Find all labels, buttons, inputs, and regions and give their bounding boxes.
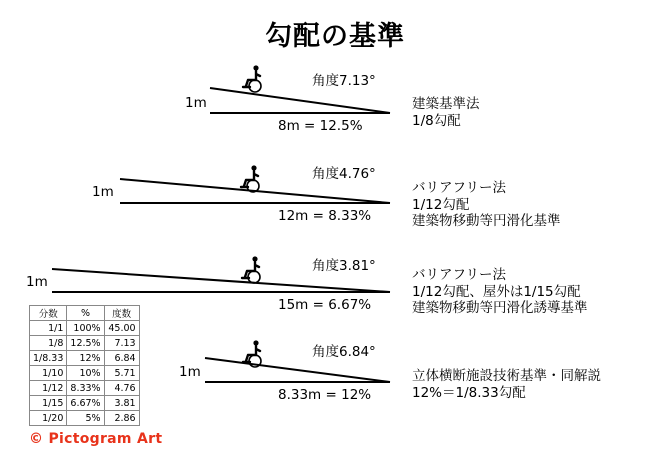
table-cell: 1/12 (30, 381, 67, 396)
description-line: バリアフリー法 (412, 267, 506, 283)
copyright-label: © Pictogram Art (29, 431, 163, 447)
table-row (30, 381, 140, 396)
description-line: バリアフリー法 (412, 180, 506, 196)
table-cell: 4.76 (104, 381, 139, 396)
ramp-1-description (412, 96, 480, 129)
description-line: 立体横断施設技術基準・同解説 (412, 368, 601, 384)
table-cell: 12% (67, 351, 104, 366)
ramp-4-angle-label: 角度6.84° (312, 344, 376, 360)
ramp-2-angle-label: 角度4.76° (312, 166, 376, 182)
table-cell: 8.33% (67, 381, 104, 396)
table-row (30, 351, 140, 366)
wheelchair-icon (243, 340, 261, 367)
table-cell: 100% (67, 321, 104, 336)
ramp-3-description (412, 267, 588, 317)
table-header-row (30, 306, 140, 321)
table-row (30, 366, 140, 381)
description-line: 建築物移動等円滑化誘導基準 (412, 300, 588, 316)
table-row (30, 336, 140, 351)
table-cell: 5% (67, 411, 104, 426)
page-title: 勾配の基準 (265, 21, 405, 52)
ramp-1-rise-label: 1m (185, 95, 207, 111)
wheelchair-icon (243, 65, 261, 92)
slope-ratio-table (29, 305, 140, 426)
table-cell: 2.86 (104, 411, 139, 426)
table-cell: 45.00 (104, 321, 139, 336)
table-cell: 1/10 (30, 366, 67, 381)
table-cell: 5.71 (104, 366, 139, 381)
table-cell: 12.5% (67, 336, 104, 351)
description-line: 1/12勾配、屋外は1/15勾配 (412, 283, 581, 300)
description-line: 建築基準法 (412, 96, 480, 112)
table-row (30, 411, 140, 426)
table-cell: 7.13 (104, 336, 139, 351)
table-row (30, 396, 140, 411)
ramp-3-run-label: 15m = 6.67% (278, 297, 372, 313)
table-cell: 6.84 (104, 351, 139, 366)
ramp-2-run-label: 12m = 8.33% (278, 208, 372, 224)
ramp-3-rise-label: 1m (26, 274, 48, 290)
ramp-1-run-label: 8m = 12.5% (278, 118, 363, 134)
table-header: 分数 (30, 306, 67, 321)
table-cell: 10% (67, 366, 104, 381)
ramp-4-run-label: 8.33m = 12% (278, 387, 372, 403)
description-line: 1/8勾配 (412, 112, 461, 129)
ramp-4-rise-label: 1m (179, 364, 201, 380)
description-line: 1/12勾配 (412, 196, 470, 213)
table-cell: 1/8.33 (30, 351, 67, 366)
ramp-2-description (412, 180, 561, 230)
ramp-2-rise-label: 1m (92, 184, 114, 200)
description-line: 12%＝1/8.33勾配 (412, 384, 526, 401)
table-cell: 3.81 (104, 396, 139, 411)
table-cell: 1/8 (30, 336, 67, 351)
ramp-1-angle-label: 角度7.13° (312, 73, 376, 89)
table-row (30, 321, 140, 336)
table-cell: 1/1 (30, 321, 67, 336)
table-header: 度数 (104, 306, 139, 321)
wheelchair-icon (241, 165, 259, 192)
ramp-4-description (412, 368, 601, 401)
ramp-1-slope-line (210, 88, 390, 113)
wheelchair-icon (242, 256, 260, 283)
ramp-3-angle-label: 角度3.81° (312, 258, 376, 274)
table-cell: 1/15 (30, 396, 67, 411)
ramp-4-slope-line (205, 358, 390, 382)
table-header: % (67, 306, 104, 321)
table-cell: 1/20 (30, 411, 67, 426)
table-cell: 6.67% (67, 396, 104, 411)
description-line: 建築物移動等円滑化基準 (412, 213, 561, 229)
